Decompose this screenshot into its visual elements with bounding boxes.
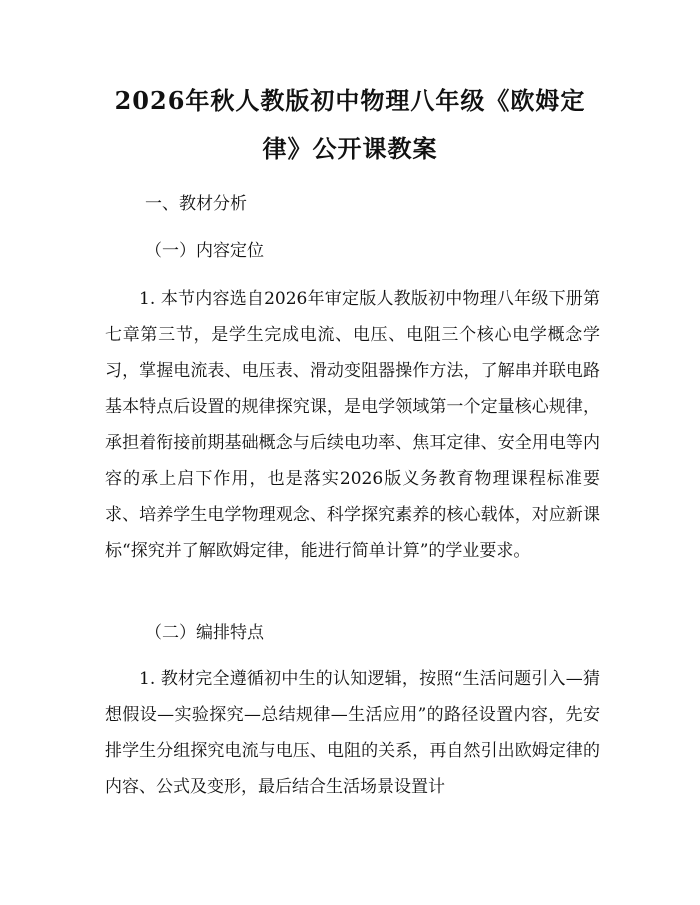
subsection-heading-arrangement-features: （二）编排特点 <box>145 623 264 643</box>
document-title-line-1: 2026年秋人教版初中物理八年级《欧姆定 <box>114 86 586 115</box>
subsection-heading-content-positioning: （一）内容定位 <box>145 241 264 261</box>
paragraph-content-positioning: 1. 本节内容选自2026年审定版人教版初中物理八年级下册第七章第三节，是学生完成电流、电压、电阻三个核心电学概念学习，掌握电流表、电压表、滑动变阻器操作方法，了解串并联电路基本特点后设置的规律探究课，是电学领域第一个定量核心规律，承担着衔接前期基础概念与后续电功率、焦耳定律、安全用电等内容的承上启下作用，也是落实2026版义务教育物理课程标准要求、培养学生电学物理观念、科学探究素养的核心载体，对应新课标“探究并了解欧姆定律，能进行简单计算”的学业要求。 <box>105 289 600 561</box>
paragraph-arrangement-features: 1. 教材完全遵循初中生的认知逻辑，按照“生活问题引入—猜想假设—实验探究—总结规律—生活应用”的路径设置内容，先安排学生分组探究电流与电压、电阻的关系，再自然引出欧姆定律的内容、公式及变形，最后结合生活场景设置计 <box>105 669 600 797</box>
document-title-line-2: 律》公开课教案 <box>262 134 438 163</box>
section-heading-teaching-material-analysis: 一、教材分析 <box>145 194 247 214</box>
